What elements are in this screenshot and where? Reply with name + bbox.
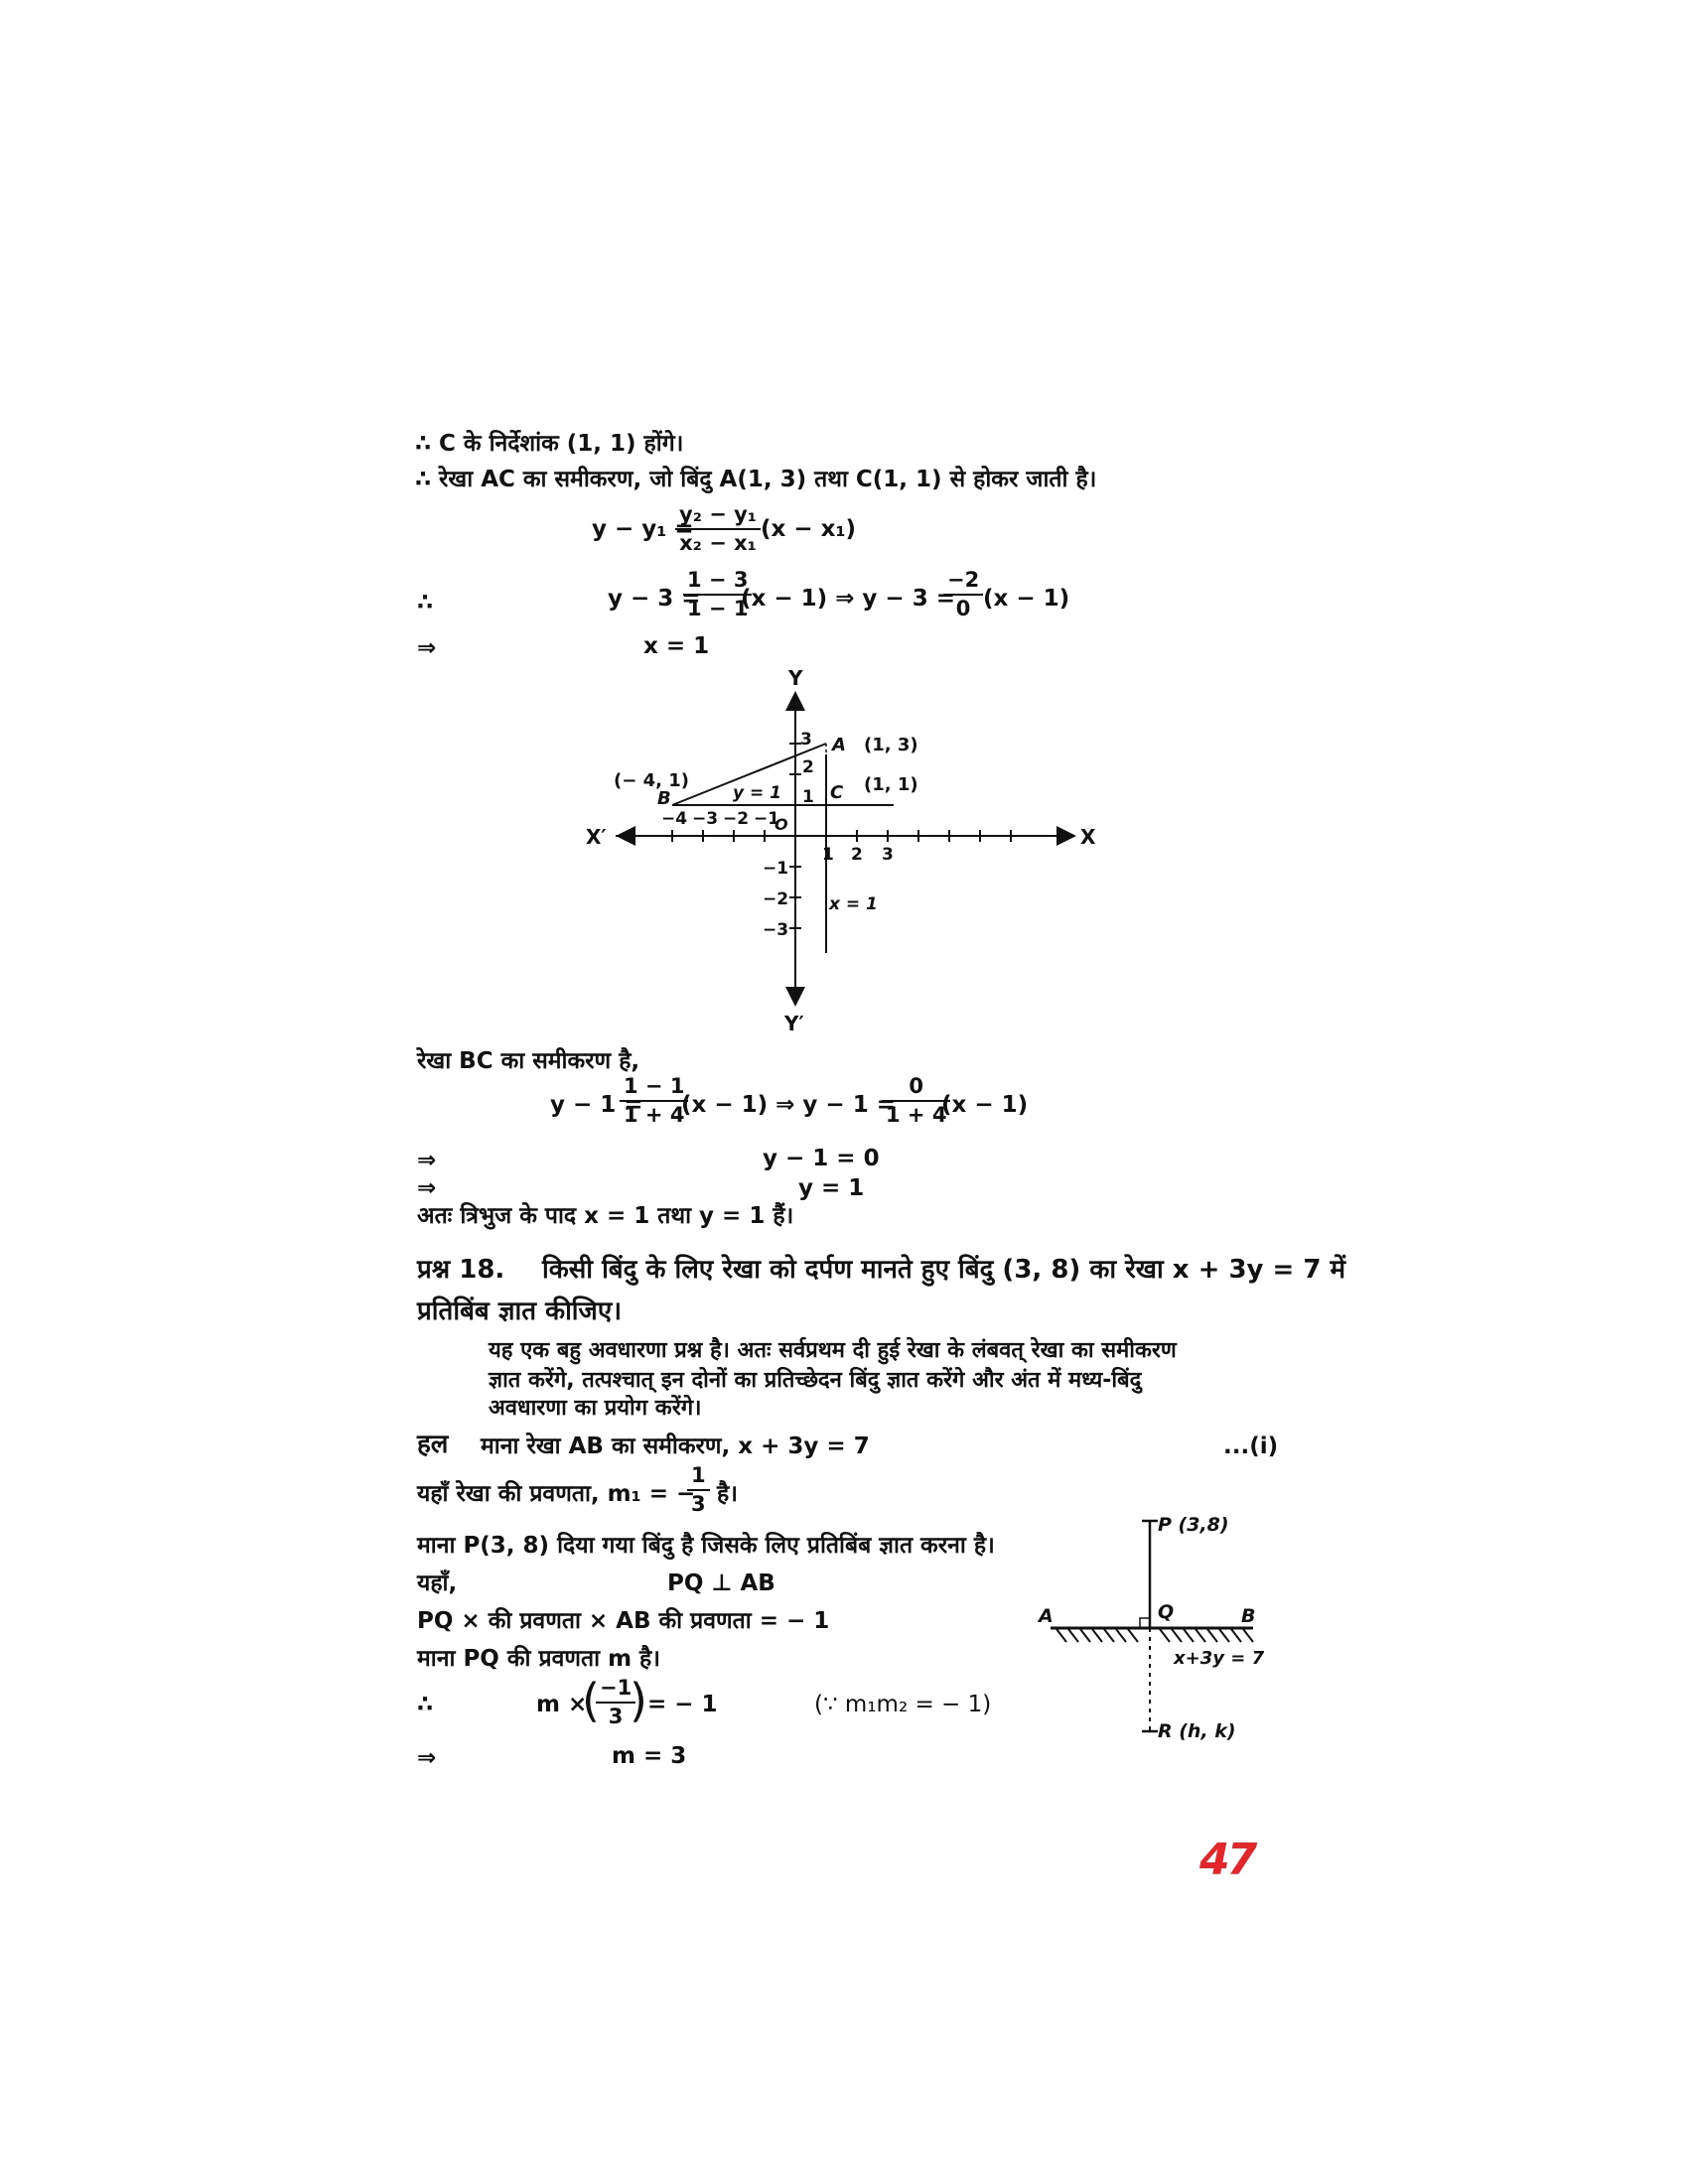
question-18-text-line2: प्रतिबिंब ज्ञात कीजिए। (417, 1297, 623, 1326)
formula-lhs: y − y₁ = (592, 516, 694, 542)
mirror-point-r: R (h, k) (1158, 1720, 1236, 1742)
xtick-pos-2: 2 (851, 845, 863, 865)
eq2-numerator: 1 − 3 (683, 570, 752, 596)
text-here: यहाँ, (417, 1570, 458, 1596)
mirror-line-label: x+3y = 7 (1174, 1648, 1265, 1669)
slope-line-suffix: है। (717, 1481, 738, 1507)
point-b-coord: (− 4, 1) (614, 770, 689, 791)
eq2-lhs: y − 3 = (608, 586, 701, 612)
eq5-y-minus-1: y − 1 = 0 (763, 1146, 880, 1171)
eq4-denominator: 1 + 4 (624, 1103, 685, 1127)
text-slope-product: PQ × की प्रवणता × AB की प्रवणता = − 1 (417, 1608, 830, 1634)
slope-fraction (687, 1465, 710, 1515)
eq3-x-equals-1: x = 1 (643, 633, 710, 659)
equation-tag-i: ...(i) (1223, 1433, 1279, 1459)
eq4-mid: (x − 1) ⇒ y − 1 = (681, 1092, 896, 1118)
text-ac-equation-intro: ∴ रेखा AC का समीकरण, जो बिंदु A(1, 3) तथा C(1, 1) से होकर जाती है। (415, 467, 1097, 492)
eq2-denominator: 1 − 1 (687, 597, 749, 620)
concept-note-line1: यह एक बहु अवधारणा प्रश्न है। अतः सर्वप्रथम दी हुई रेखा के लंबवत् रेखा का समीकरण (489, 1338, 1177, 1363)
point-a-coord: (1, 3) (864, 735, 918, 755)
point-b-label: B (657, 788, 671, 809)
therefore-symbol: ∴ (417, 590, 434, 615)
question-18-label: प्रश्न 18. (417, 1255, 505, 1285)
mirror-point-q: Q (1158, 1601, 1175, 1623)
m-eq-reason: (∵ m₁m₂ = − 1) (814, 1692, 992, 1717)
eq2-rhs: (x − 1) (983, 586, 1070, 612)
slope-numerator: 1 (687, 1465, 710, 1491)
origin-label: O (774, 815, 788, 834)
m-result: m = 3 (612, 1743, 687, 1769)
eq4-rhs: (x − 1) (941, 1092, 1029, 1118)
eq6-y-equals-1: y = 1 (798, 1175, 865, 1201)
implies-symbol-3: ⇒ (417, 1175, 437, 1201)
solution-label: हल (417, 1430, 449, 1459)
formula-rhs: (x − x₁) (761, 516, 857, 542)
ytick-pos-2: 2 (802, 757, 814, 777)
ytick-pos-3: 3 (800, 730, 812, 750)
implies-symbol-4: ⇒ (417, 1745, 437, 1771)
text-conclusion: अतः त्रिभुज के पाद x = 1 तथा y = 1 हैं। (417, 1203, 794, 1229)
point-a-label: A (832, 735, 846, 755)
ytick-neg-3: −3 (763, 920, 789, 940)
label-x-equals-1: x = 1 (829, 894, 878, 914)
axis-label-y-neg: Y′ (784, 1012, 804, 1035)
axis-label-y: Y (788, 666, 803, 690)
concept-note-line2: ज्ञात करेंगे, तत्पश्चात् इन दोनों का प्रतिच्छेदन बिंदु ज्ञात करेंगे और अंत में मध्य-बिंदु (489, 1368, 1142, 1393)
eq4-numerator: 1 − 1 (620, 1076, 688, 1102)
eq4-numerator-2: 0 (882, 1076, 950, 1102)
m-eq-denominator: 3 (608, 1705, 624, 1728)
ytick-neg-1: −1 (763, 859, 789, 879)
implies-symbol-1: ⇒ (417, 635, 437, 661)
triangle-coordinate-graph (576, 663, 1132, 1040)
formula-numerator: y₂ − y₁ (675, 504, 761, 530)
text-given-point-p: माना P(3, 8) दिया गया बिंदु है जिसके लिए प्रतिबिंब ज्ञात करना है। (417, 1533, 995, 1559)
text-let-slope-m: माना PQ की प्रवणता m है। (417, 1646, 660, 1672)
eq4-lhs: y − 1 = (550, 1092, 643, 1118)
axis-label-x-neg: X′ (586, 825, 607, 849)
xtick-pos-1: 1 (822, 845, 834, 865)
text-c-coordinates: ∴ C के निर्देशांक (1, 1) होंगे। (415, 431, 684, 457)
therefore-symbol-2: ∴ (417, 1692, 434, 1717)
eq2-fraction-2 (943, 570, 983, 619)
mirror-point-a: A (1039, 1605, 1054, 1627)
eq4-fraction (620, 1076, 688, 1126)
eq2-denominator-2: 0 (955, 597, 971, 620)
xtick-neg-1: −1 (754, 809, 780, 829)
question-18-text: किसी बिंदु के लिए रेखा को दर्पण मानते हुए बिंदु (3, 8) का रेखा x + 3y = 7 में (542, 1255, 1346, 1285)
xtick-neg-2: −2 (723, 809, 750, 829)
m-eq-numerator: −1 (596, 1678, 635, 1704)
implies-symbol-2: ⇒ (417, 1148, 437, 1173)
point-c-coord: (1, 1) (864, 774, 918, 795)
formula-fraction (675, 504, 761, 554)
ytick-pos-1: 1 (802, 787, 814, 807)
solution-line1: माना रेखा AB का समीकरण, x + 3y = 7 (481, 1433, 870, 1459)
text-bc-equation-intro: रेखा BC का समीकरण है, (417, 1048, 640, 1074)
slope-line-prefix: यहाँ रेखा की प्रवणता, m₁ = − (417, 1481, 696, 1507)
m-eq-suffix: = − 1 (647, 1692, 718, 1717)
point-c-label: C (830, 782, 844, 803)
mirror-point-p: P (3,8) (1158, 1514, 1229, 1536)
slope-denominator: 3 (691, 1492, 706, 1516)
mirror-reflection-diagram (1033, 1511, 1271, 1749)
xtick-neg-3: −3 (692, 809, 719, 829)
page-number: 47 (1199, 1835, 1255, 1885)
axis-label-x: X (1080, 825, 1096, 849)
eq4-denominator-2: 1 + 4 (886, 1103, 947, 1127)
m-eq-open-paren: ( (582, 1674, 600, 1727)
mirror-point-b: B (1241, 1605, 1256, 1627)
xtick-pos-3: 3 (882, 845, 894, 865)
label-y-equals-1: y = 1 (733, 783, 781, 803)
eq2-numerator-2: −2 (943, 570, 983, 596)
formula-denominator: x₂ − x₁ (679, 531, 757, 555)
text-pq-perp-ab: PQ ⊥ AB (667, 1570, 775, 1596)
xtick-neg-4: −4 (661, 809, 688, 829)
eq2-mid: (x − 1) ⇒ y − 3 = (741, 586, 955, 612)
ytick-neg-2: −2 (763, 889, 789, 909)
concept-note-line3: अवधारणा का प्रयोग करेंगे। (489, 1396, 702, 1421)
m-eq-close-paren: ) (630, 1674, 647, 1727)
m-eq-prefix: m × (536, 1692, 588, 1717)
